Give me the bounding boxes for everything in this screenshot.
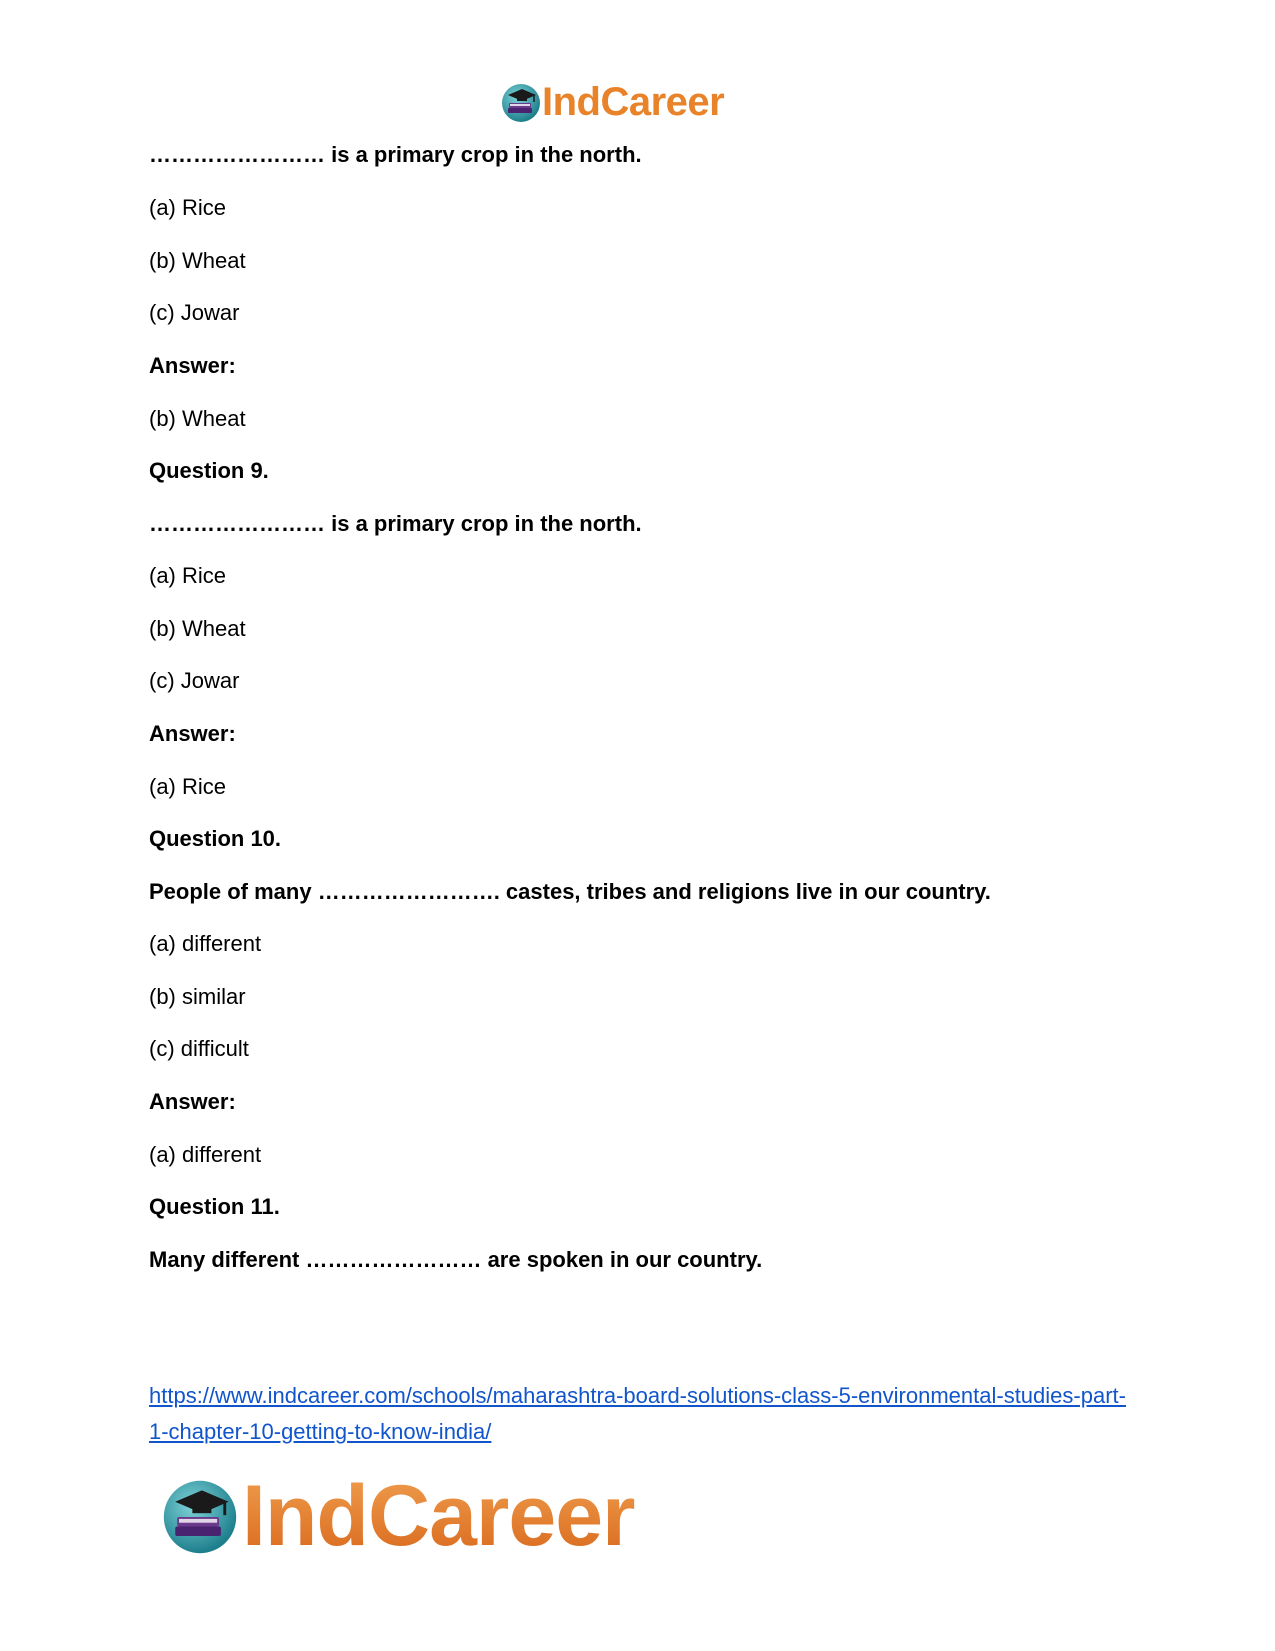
option-a: (a) Rice: [149, 195, 227, 220]
question-text: People of many ……………………. castes, tribes and religions live in our country.: [149, 879, 991, 904]
graduation-book-globe-icon: [500, 82, 542, 124]
option-b: (b) similar: [149, 984, 246, 1009]
logo-text: IndCareer: [242, 1468, 635, 1564]
option-c: (c) Jowar: [149, 668, 240, 693]
answer-label: Answer:: [149, 721, 236, 746]
option-c: (c) Jowar: [149, 300, 240, 325]
indcareer-logo-header: [500, 80, 724, 125]
answer-value: (a) different: [149, 1142, 262, 1167]
option-a: (a) different: [149, 931, 262, 956]
question-text: …………………… is a primary crop in the north.: [149, 142, 642, 167]
question-heading: Question 10.: [149, 826, 282, 851]
answer-value: (b) Wheat: [149, 406, 246, 431]
question-heading: Question 9.: [149, 458, 269, 483]
question-heading: Question 11.: [149, 1194, 280, 1219]
answer-label: Answer:: [149, 1089, 236, 1114]
answer-label: Answer:: [149, 353, 236, 378]
graduation-book-globe-icon: [160, 1477, 240, 1557]
indcareer-logo-footer: [160, 1467, 635, 1566]
question-text: Many different …………………… are spoken in our country.: [149, 1247, 763, 1272]
option-a: (a) Rice: [149, 563, 227, 588]
question-text: …………………… is a primary crop in the north.: [149, 511, 642, 536]
answer-value: (a) Rice: [149, 774, 227, 799]
footer-source-link[interactable]: https://www.indcareer.com/schools/maharashtra-board-solutions-class-5-environmental-studies-part-1-chapter-10-getting-to-know-india/: [149, 1383, 1126, 1444]
option-b: (b) Wheat: [149, 616, 246, 641]
logo-text: IndCareer: [542, 80, 725, 124]
option-b: (b) Wheat: [149, 248, 246, 273]
option-c: (c) difficult: [149, 1036, 249, 1061]
